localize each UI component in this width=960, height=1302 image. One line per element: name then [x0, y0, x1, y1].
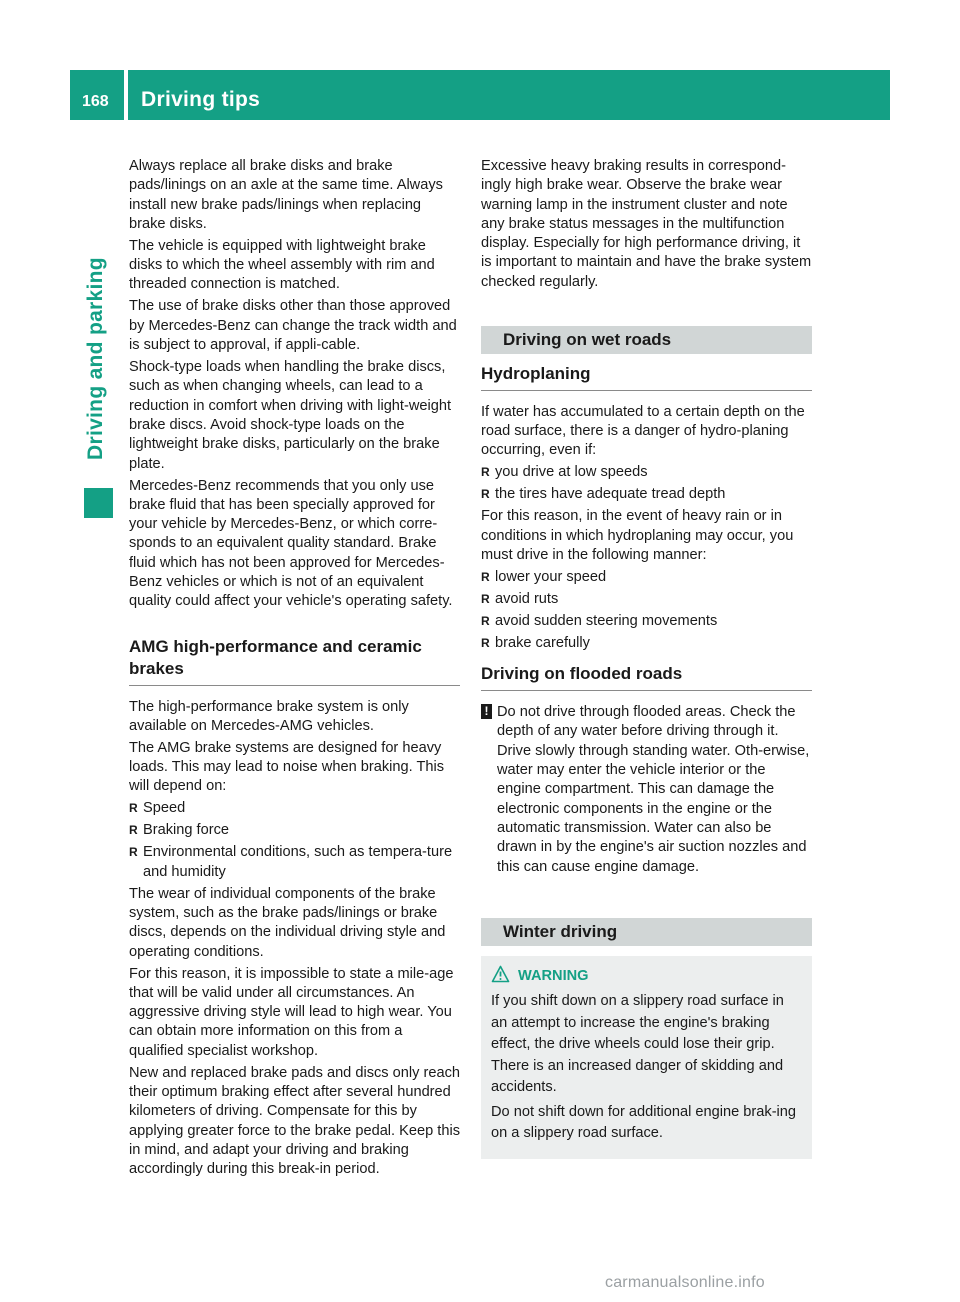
page-title: Driving tips — [141, 88, 261, 111]
bullet-list — [481, 463, 812, 504]
exclamation-icon: ! — [481, 704, 492, 719]
list-item: R the tires have adequate tread depth — [481, 485, 812, 504]
section-heading-amg: AMG high-performance and ceramic brakes — [129, 636, 460, 686]
left-column — [129, 157, 460, 1182]
paragraph: Excessive heavy braking results in correspond-ingly high brake wear. Observe the brake wear warning lamp in the instrument cluster and note any brake status messages in the multifunction display. Especially for high performance driving, it is important to maintain and have the brake system checked regularly. — [481, 158, 812, 290]
paragraph: For this reason, in the event of heavy rain or in conditions in which hydroplaning may occur, you must drive in the following manner: — [481, 508, 794, 563]
caution-note — [481, 703, 812, 877]
paragraph: The high-performance brake system is only available on Mercedes-AMG vehicles. — [129, 698, 409, 734]
paragraph: The vehicle is equipped with lightweight brake disks to which the wheel assembly with rim and threaded connection is matched. — [129, 237, 435, 293]
bullet-list — [129, 799, 460, 882]
paragraph: New and replaced brake pads and discs only reach their optimum braking effect after several hundred kilometers of driving. Compensate for this by applying greater force to the brake pedal. Keep this in mind, and adapt your driving and braking accordingly during this break-in period. — [129, 1064, 461, 1178]
bullet-list — [481, 568, 812, 653]
warning-label: WARNING — [518, 967, 589, 984]
paragraph: The use of brake disks other than those approved by Mercedes-Benz can change the track width and is subject to approval, if appli-cable. — [129, 298, 457, 354]
list-item: R lower your speed — [481, 568, 812, 587]
side-tab-marker — [84, 488, 113, 518]
section-box-winter: Winter driving — [481, 918, 812, 946]
page-number: 168 — [82, 93, 109, 110]
paragraph: For this reason, it is impossible to state a mile-age that will be valid under all circumstances. An aggressive driving style will lead to high wear. You can obtain more information on this from a qualified specialist workshop. — [129, 965, 454, 1059]
list-item: R you drive at low speeds — [481, 463, 812, 482]
paragraph: The AMG brake systems are designed for heavy loads. This may lead to noise when braking. This will depend on: — [129, 739, 445, 795]
warning-box — [481, 956, 812, 1159]
section-box-wet-roads: Driving on wet roads — [481, 326, 812, 354]
header-divider — [124, 70, 128, 120]
list-item: R avoid sudden steering movements — [481, 612, 812, 631]
paragraph: If water has accumulated to a certain depth on the road surface, there is a danger of hydro-planing occurring, even if: — [481, 403, 805, 459]
list-item: R Environmental conditions, such as tempera-ture and humidity — [129, 843, 460, 882]
list-item: R Braking force — [129, 821, 460, 840]
paragraph: Mercedes-Benz recommends that you only use brake fluid that has been specially approved for your vehicle by Mercedes-Benz, or which corre-sponds to an equivalent quality standard. Brake fluid which has not been approved for Mercedes-Benz vehicles or which is not of an equivalent quality could affect your vehicle's operating safety. — [129, 477, 453, 610]
warning-header — [491, 966, 802, 988]
watermark: carmanualsonline.info — [605, 1274, 765, 1291]
warning-text: If you shift down on a slippery road surface in an attempt to increase the engine's braking effect, the drive wheels could lose their grip. There is an increased danger of skidding and accidents. — [491, 993, 784, 1096]
paragraph: Always replace all brake disks and brake pads/linings on an axle at the same time. Always install new brake pads/linings when replacing brake disks. — [129, 158, 443, 232]
warning-text: Do not shift down for additional engine brak-ing on a slippery road surface. — [491, 1103, 797, 1141]
section-heading-hydroplaning: Hydroplaning — [481, 363, 812, 391]
side-tab-label: Driving and parking — [84, 257, 107, 460]
note-text: Do not drive through flooded areas. Check the depth of any water before driving through it. Drive slowly through standing water. Oth-erwise, water may enter the vehicle interior or the engine compartment. This can damage the electronic components in the engine or the automatic transmission. Water can also be drawn in by the engine's air suction nozzles and this can cause engine damage. — [497, 704, 810, 875]
right-column — [481, 157, 812, 1159]
list-item: R brake carefully — [481, 634, 812, 653]
paragraph: Shock-type loads when handling the brake discs, such as when changing wheels, can lead to a reduction in comfort when driving with light-weight brake discs. Avoid shock-type loads on the lightweight brake disks, particularly on the brake plate. — [129, 359, 452, 472]
paragraph: The wear of individual components of the brake system, such as the brake pads/linings or brake discs, depends on the individual driving style and operating conditions. — [129, 885, 446, 960]
section-heading-flooded: Driving on flooded roads — [481, 663, 812, 691]
warning-triangle-icon — [491, 965, 510, 983]
list-item: R Speed — [129, 799, 460, 818]
list-item: R avoid ruts — [481, 590, 812, 609]
